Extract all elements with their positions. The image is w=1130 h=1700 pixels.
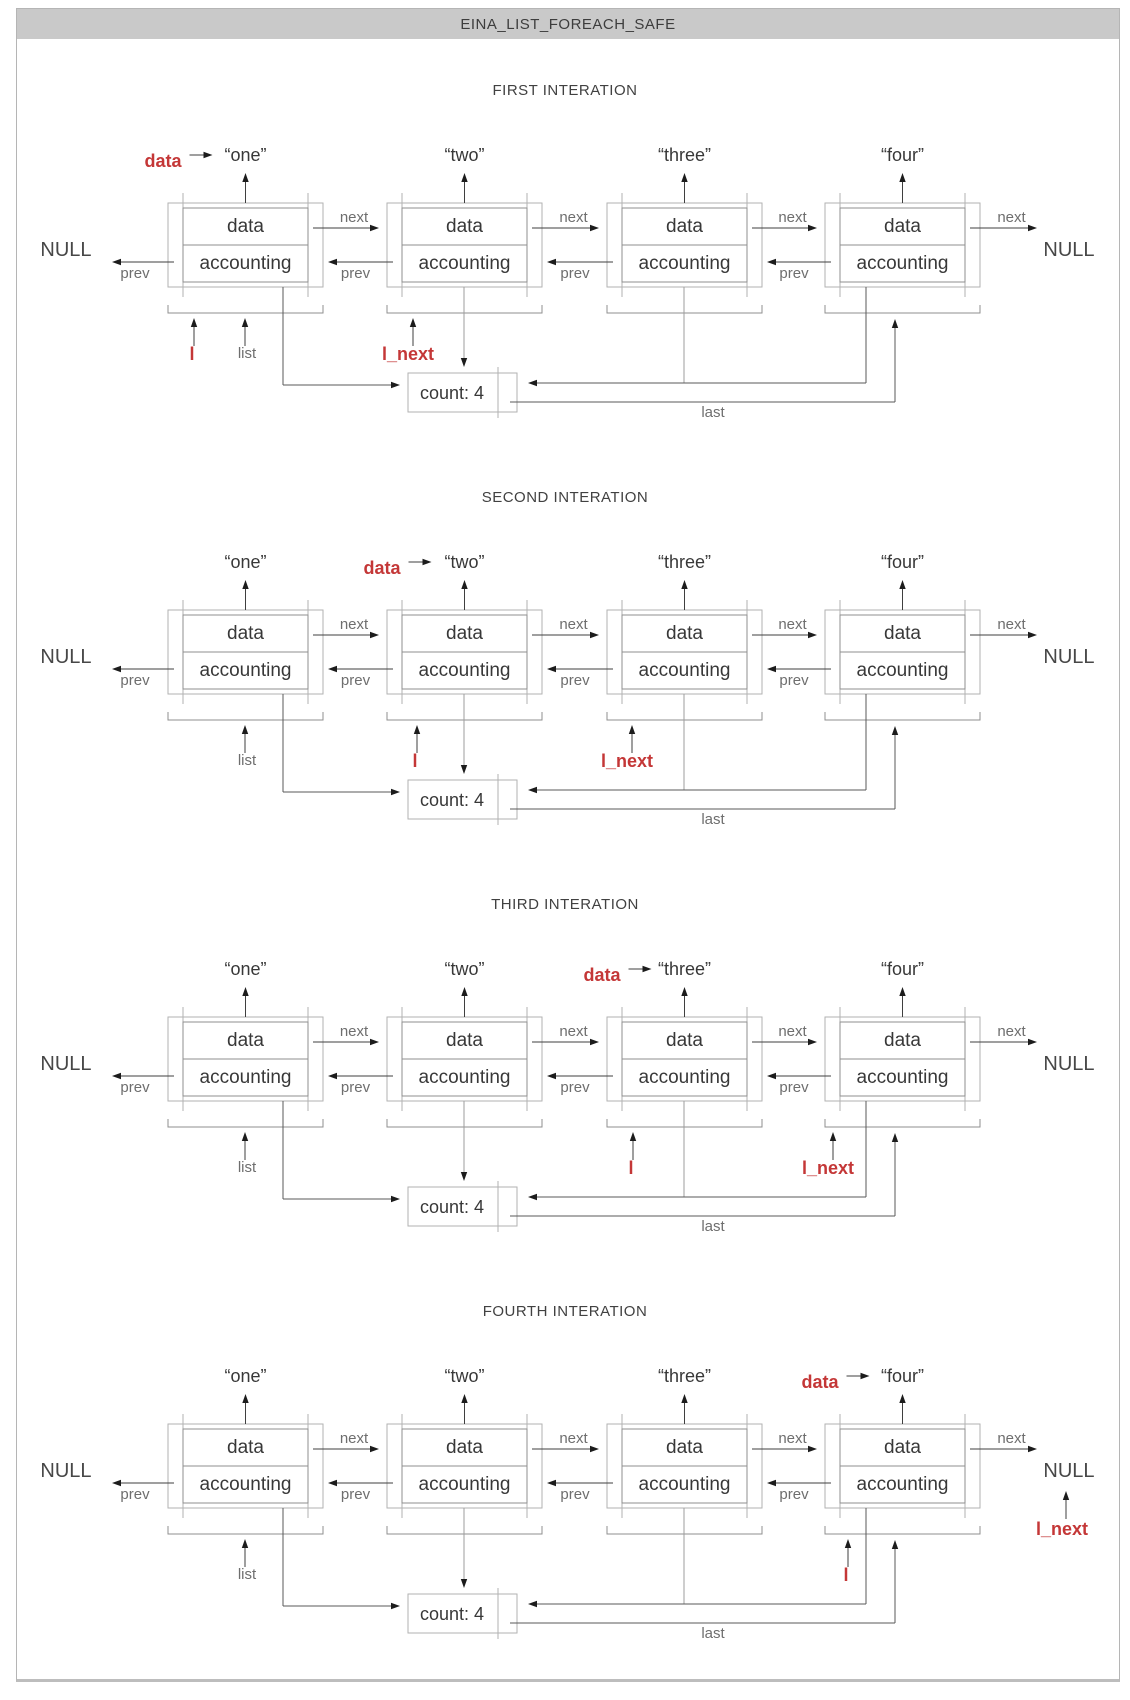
arrowhead [830, 1132, 836, 1141]
node-accounting-cell-label: accounting [856, 1474, 949, 1495]
arrowhead [547, 1480, 556, 1486]
arrowhead [767, 259, 776, 265]
prev-label: prev [779, 1486, 809, 1503]
arrowhead [370, 225, 379, 231]
prev-label: prev [560, 265, 590, 282]
node-data-cell-label: data [446, 1437, 483, 1458]
arrowhead [845, 1539, 851, 1548]
arrowhead [423, 559, 432, 565]
arrowhead [547, 1073, 556, 1079]
node-data-cell-label: data [227, 216, 264, 237]
data-label: data [801, 1372, 839, 1392]
node-string-label: “four” [880, 959, 925, 979]
l-label: l [628, 1158, 634, 1178]
arrowhead [1028, 632, 1037, 638]
arrowhead [191, 318, 197, 327]
node-string-label: “three” [657, 1366, 712, 1386]
arrowhead [808, 632, 817, 638]
arrowhead [629, 725, 635, 734]
arrowhead [899, 580, 905, 589]
last-label: last [701, 1218, 725, 1235]
l-next-label: l_next [1035, 1519, 1089, 1539]
arrowhead [461, 1394, 467, 1403]
prev-label: prev [340, 265, 371, 282]
node-bracket [825, 1526, 980, 1534]
node-string-label: “three” [657, 959, 712, 979]
null-left-label: NULL [40, 239, 92, 261]
arrowhead [1028, 1039, 1037, 1045]
node-data-cell-label: data [666, 1437, 703, 1458]
arrowhead [899, 1394, 905, 1403]
arrowhead [242, 580, 248, 589]
window-titlebar [17, 9, 1119, 39]
arrowhead [242, 725, 248, 734]
prev-label: prev [340, 1079, 371, 1096]
node-data-cell-label: data [227, 1437, 264, 1458]
arrowhead [590, 1446, 599, 1452]
node-bracket [168, 1119, 323, 1127]
arrowhead [461, 1172, 467, 1181]
next-label: next [339, 616, 369, 633]
iteration-title: SECOND INTERATION [481, 489, 649, 506]
arrowhead [461, 173, 467, 182]
node-string-label: “one” [224, 552, 267, 572]
count-label: count: 4 [419, 1197, 485, 1217]
arrowhead [892, 1133, 898, 1142]
iteration-second-diagram [0, 453, 1130, 860]
arrowhead [681, 1394, 687, 1403]
arrowhead [590, 1039, 599, 1045]
arrowhead [328, 1480, 337, 1486]
arrowhead [808, 1446, 817, 1452]
arrowhead [461, 1579, 467, 1588]
node-data-cell-label: data [227, 1030, 264, 1051]
arrowhead [892, 726, 898, 735]
prev-label: prev [560, 1079, 590, 1096]
arrowhead [328, 666, 337, 672]
count-label: count: 4 [419, 1604, 485, 1624]
arrowhead [391, 1603, 400, 1609]
iteration-title: FOURTH INTERATION [482, 1303, 648, 1320]
arrowhead [528, 787, 537, 793]
node-data-cell-label: data [666, 623, 703, 644]
arrowhead [461, 765, 467, 774]
node-string-label: “two” [444, 145, 485, 165]
arrowhead [242, 318, 248, 327]
l-label: l [843, 1565, 849, 1585]
prev-label: prev [560, 672, 590, 689]
last-label: last [701, 1625, 725, 1642]
node-data-cell-label: data [666, 1030, 703, 1051]
next-label: next [778, 209, 807, 226]
node-accounting-cell-label: accounting [199, 1474, 292, 1495]
arrowhead [391, 789, 400, 795]
iteration-title: FIRST INTERATION [492, 82, 638, 99]
node-string-label: “three” [657, 145, 712, 165]
arrowhead [547, 259, 556, 265]
null-left-label: NULL [40, 1053, 92, 1075]
arrowhead [1028, 225, 1037, 231]
list-label: list [237, 752, 257, 769]
node-data-cell-label: data [884, 1030, 921, 1051]
arrowhead [1063, 1491, 1069, 1500]
last-label: last [701, 811, 725, 828]
null-left-label: NULL [40, 646, 92, 668]
list-label: list [237, 1566, 257, 1583]
last-label: last [701, 404, 725, 421]
arrowhead [643, 966, 652, 972]
arrowhead [461, 358, 467, 367]
node-string-label: “four” [880, 1366, 925, 1386]
count-label: count: 4 [419, 790, 485, 810]
node-string-label: “one” [224, 1366, 267, 1386]
arrowhead [899, 173, 905, 182]
iteration-third-diagram [0, 860, 1130, 1267]
iteration-first-diagram [0, 46, 1130, 453]
prev-label: prev [340, 672, 371, 689]
node-string-label: “two” [444, 959, 485, 979]
prev-label: prev [779, 672, 809, 689]
node-data-cell-label: data [446, 216, 483, 237]
node-accounting-cell-label: accounting [418, 253, 511, 274]
arrowhead [547, 666, 556, 672]
arrowhead [410, 318, 416, 327]
prev-label: prev [120, 1079, 150, 1096]
node-data-cell-label: data [666, 216, 703, 237]
node-accounting-cell-label: accounting [418, 1474, 511, 1495]
node-accounting-cell-label: accounting [856, 1067, 949, 1088]
node-data-cell-label: data [227, 623, 264, 644]
node-bracket [168, 305, 323, 313]
prev-label: prev [120, 672, 150, 689]
data-label: data [144, 151, 182, 171]
node-bracket [168, 712, 323, 720]
null-left-label: NULL [40, 1460, 92, 1482]
next-label: next [339, 209, 369, 226]
arrowhead [461, 987, 467, 996]
next-label: next [559, 1023, 588, 1040]
node-data-cell-label: data [884, 216, 921, 237]
node-accounting-cell-label: accounting [199, 253, 292, 274]
arrowhead [681, 987, 687, 996]
arrowhead [391, 382, 400, 388]
node-accounting-cell-label: accounting [638, 1474, 731, 1495]
node-data-cell-label: data [884, 623, 921, 644]
list-label: list [237, 345, 257, 362]
node-bracket [825, 1119, 980, 1127]
node-accounting-cell-label: accounting [199, 1067, 292, 1088]
l-next-label: l_next [381, 344, 435, 364]
null-right-label: NULL [1043, 646, 1095, 668]
node-accounting-cell-label: accounting [856, 660, 949, 681]
arrowhead [681, 580, 687, 589]
arrowhead [892, 319, 898, 328]
null-right-label: NULL [1043, 1460, 1095, 1482]
arrowhead [767, 1480, 776, 1486]
node-bracket [825, 305, 980, 313]
next-label: next [778, 616, 807, 633]
node-data-cell-label: data [446, 1030, 483, 1051]
next-label: next [778, 1430, 807, 1447]
iteration-fourth-diagram [0, 1267, 1130, 1674]
arrowhead [767, 666, 776, 672]
arrowhead [681, 173, 687, 182]
prev-label: prev [779, 265, 809, 282]
node-accounting-cell-label: accounting [638, 1067, 731, 1088]
arrowhead [808, 1039, 817, 1045]
prev-label: prev [779, 1079, 809, 1096]
arrowhead [242, 1539, 248, 1548]
prev-label: prev [120, 265, 150, 282]
arrowhead [328, 259, 337, 265]
next-label: next [997, 616, 1026, 633]
arrowhead [370, 1039, 379, 1045]
arrowhead [391, 1196, 400, 1202]
node-accounting-cell-label: accounting [638, 253, 731, 274]
list-label: list [237, 1159, 257, 1176]
next-label: next [778, 1023, 807, 1040]
l-label: l [412, 751, 418, 771]
next-label: next [339, 1430, 369, 1447]
node-string-label: “three” [657, 552, 712, 572]
arrowhead [590, 632, 599, 638]
arrowhead [414, 725, 420, 734]
prev-label: prev [340, 1486, 371, 1503]
arrowhead [328, 1073, 337, 1079]
arrowhead [370, 1446, 379, 1452]
node-data-cell-label: data [446, 623, 483, 644]
arrowhead [528, 1601, 537, 1607]
data-label: data [583, 965, 621, 985]
node-accounting-cell-label: accounting [418, 1067, 511, 1088]
count-label: count: 4 [419, 383, 485, 403]
l-label: l [189, 344, 195, 364]
node-bracket [168, 1526, 323, 1534]
next-label: next [559, 616, 588, 633]
arrowhead [767, 1073, 776, 1079]
data-label: data [363, 558, 401, 578]
arrowhead [370, 632, 379, 638]
null-right-label: NULL [1043, 1053, 1095, 1075]
iteration-title: THIRD INTERATION [491, 896, 639, 913]
prev-label: prev [120, 1486, 150, 1503]
arrowhead [242, 987, 248, 996]
node-string-label: “four” [880, 552, 925, 572]
l-next-label: l_next [600, 751, 654, 771]
node-data-cell-label: data [884, 1437, 921, 1458]
window-title: EINA_LIST_FOREACH_SAFE [460, 15, 676, 33]
arrowhead [899, 987, 905, 996]
l-next-label: l_next [801, 1158, 855, 1178]
node-string-label: “two” [444, 1366, 485, 1386]
next-label: next [997, 1023, 1026, 1040]
arrowhead [892, 1540, 898, 1549]
arrowhead [242, 1394, 248, 1403]
arrowhead [590, 225, 599, 231]
next-label: next [559, 1430, 588, 1447]
next-label: next [997, 1430, 1026, 1447]
next-label: next [997, 209, 1026, 226]
node-string-label: “two” [444, 552, 485, 572]
arrowhead [242, 173, 248, 182]
arrowhead [808, 225, 817, 231]
node-string-label: “one” [224, 145, 267, 165]
next-label: next [559, 209, 588, 226]
node-string-label: “four” [880, 145, 925, 165]
node-string-label: “one” [224, 959, 267, 979]
arrowhead [630, 1132, 636, 1141]
arrowhead [242, 1132, 248, 1141]
arrowhead [204, 152, 213, 158]
node-accounting-cell-label: accounting [856, 253, 949, 274]
null-right-label: NULL [1043, 239, 1095, 261]
node-bracket [825, 712, 980, 720]
node-accounting-cell-label: accounting [418, 660, 511, 681]
arrowhead [461, 580, 467, 589]
arrowhead [528, 380, 537, 386]
arrowhead [861, 1373, 870, 1379]
next-label: next [339, 1023, 369, 1040]
arrowhead [528, 1194, 537, 1200]
prev-label: prev [560, 1486, 590, 1503]
node-accounting-cell-label: accounting [638, 660, 731, 681]
node-accounting-cell-label: accounting [199, 660, 292, 681]
arrowhead [1028, 1446, 1037, 1452]
